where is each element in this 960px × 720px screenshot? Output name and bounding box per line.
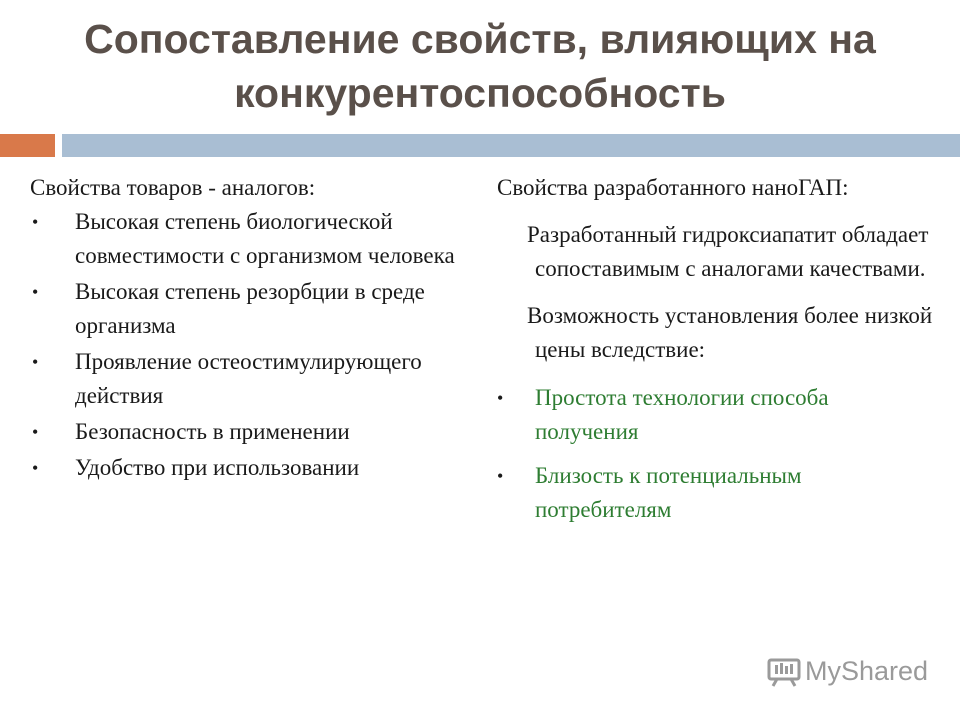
myshared-logo-icon <box>767 657 801 687</box>
bullet-icon: • <box>32 352 39 372</box>
list-item <box>497 459 937 527</box>
list-item-text: Проявление остеостимулирующего действия <box>75 349 422 408</box>
list-item <box>497 381 937 449</box>
developed-properties-column <box>497 171 937 537</box>
bullet-icon: • <box>497 388 504 408</box>
analog-properties-column <box>30 171 460 487</box>
accent-bar-orange <box>0 134 55 157</box>
list-item-text: Высокая степень резорбции в среде организма <box>75 279 425 338</box>
slide-title-line-1: Сопоставление свойств, влияющих на <box>84 16 876 62</box>
bullet-icon: • <box>32 282 39 302</box>
analog-properties-heading: Свойства товаров - аналогов: <box>30 175 316 200</box>
bullet-icon: • <box>32 212 39 232</box>
myshared-watermark <box>767 656 928 687</box>
slide-title <box>0 12 960 120</box>
list-item <box>30 275 460 343</box>
list-item-text: Удобство при использовании <box>75 455 360 480</box>
list-item-text: Безопасность в применении <box>75 419 350 444</box>
list-item <box>30 345 460 413</box>
developed-properties-heading: Свойства разработанного наноГАП: <box>497 175 849 200</box>
accent-bar-blue <box>62 134 960 157</box>
bullet-icon: • <box>32 458 39 478</box>
bullet-icon: • <box>32 422 39 442</box>
analog-properties-list <box>30 205 460 485</box>
developed-properties-paragraph-2: Возможность установления более низкой цены вследствие: <box>527 303 933 362</box>
watermark-text: MyShared <box>805 656 929 686</box>
list-item <box>30 205 460 273</box>
developed-properties-paragraph-1: Разработанный гидроксиапатит обладает сопоставимым с аналогами качествами. <box>527 222 929 281</box>
list-item-text: Высокая степень биологической совместимости с организмом человека <box>75 209 455 268</box>
list-item-text: Близость к потенциальным потребителям <box>535 463 802 522</box>
bullet-icon: • <box>497 466 504 486</box>
list-item-text: Простота технологии способа получения <box>535 385 829 444</box>
list-item <box>30 415 460 449</box>
list-item <box>30 451 460 485</box>
slide-title-line-2: конкурентоспособность <box>234 70 726 116</box>
lower-price-reasons-list <box>497 381 937 527</box>
